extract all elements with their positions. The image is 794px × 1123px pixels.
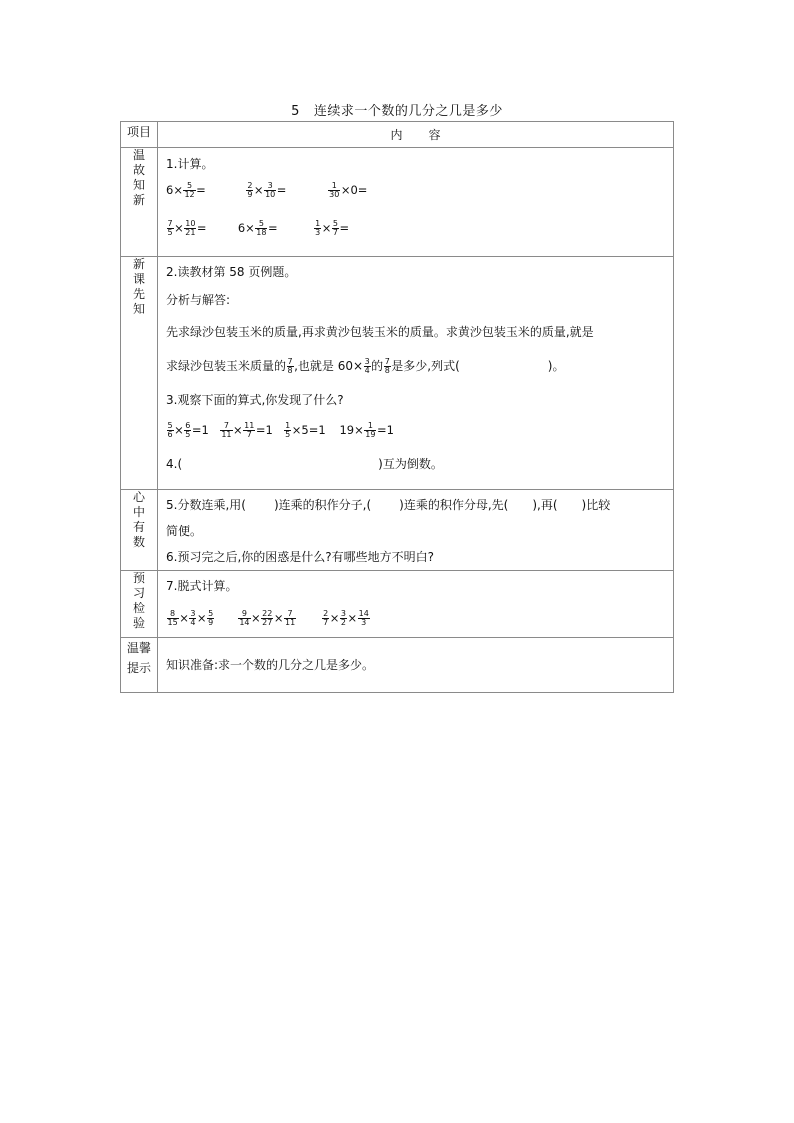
fraction: $\frac{7}{5}$ bbox=[167, 219, 173, 237]
fraction: $\frac{5}{9}$ bbox=[208, 609, 214, 627]
page-title bbox=[0, 100, 794, 119]
analysis-paragraph-1: 先求绿沙包装玉米的质量,再求黄沙包装玉米的质量。求黄沙包装玉米的质量,就是 bbox=[166, 325, 594, 339]
fraction: $\frac{9}{14}$ bbox=[239, 609, 250, 627]
tips-content-cell bbox=[158, 638, 674, 693]
check-row bbox=[121, 571, 674, 638]
expr: $\frac{7}{5}$ × $\frac{10}{21}$ = bbox=[167, 219, 207, 237]
header-item-label: 项目 bbox=[126, 125, 151, 139]
expr: 6× $\frac{5}{18}$ = bbox=[237, 219, 278, 237]
expr: $\frac{1}{3}$ × $\frac{5}{7}$ = bbox=[315, 219, 350, 237]
check-label: 预习检验 bbox=[132, 571, 145, 630]
lesson-number: 5 bbox=[291, 104, 300, 119]
fraction: $\frac{22}{27}$ bbox=[262, 609, 273, 627]
expr: $\frac{7}{11}$ × $\frac{11}{7}$ =1 bbox=[221, 421, 273, 439]
tips-label-line-2: 提示 bbox=[126, 661, 151, 675]
expr: 6× $\frac{5}{12}$ = bbox=[166, 181, 206, 199]
fraction: $\frac{7}{11}$ bbox=[221, 421, 232, 439]
reciprocal-equations bbox=[166, 417, 665, 443]
header-content-label-b: 容 bbox=[428, 128, 441, 142]
fraction: $\frac{7}{11}$ bbox=[284, 609, 296, 627]
mind-row bbox=[121, 490, 674, 571]
fraction: $\frac{5}{7}$ bbox=[332, 219, 338, 237]
question-5-line-2: 简便。 bbox=[166, 524, 203, 538]
fraction: $\frac{3}{2}$ bbox=[340, 609, 346, 627]
lesson-table bbox=[120, 121, 674, 693]
fraction: $\frac{7}{8}$ bbox=[287, 357, 293, 375]
fraction: $\frac{6}{5}$ bbox=[185, 421, 191, 439]
question-7: 7.脱式计算。 bbox=[166, 579, 238, 593]
preview-row bbox=[121, 257, 674, 490]
check-label-cell bbox=[121, 571, 158, 638]
preview-label: 新课先知 bbox=[132, 257, 145, 316]
expr: $\frac{2}{9}$ × $\frac{3}{10}$ = bbox=[247, 181, 287, 199]
check-content-cell bbox=[158, 571, 674, 638]
tips-label-line-1: 温馨 bbox=[126, 641, 151, 655]
mind-label: 心中有数 bbox=[132, 490, 145, 549]
question-1: 1.计算。 bbox=[166, 157, 214, 171]
fraction: $\frac{3}{10}$ bbox=[265, 181, 276, 199]
fraction: $\frac{3}{4}$ bbox=[364, 357, 370, 375]
fraction: $\frac{5}{6}$ bbox=[167, 421, 173, 439]
fraction: $\frac{5}{12}$ bbox=[184, 181, 195, 199]
expr: $\frac{8}{15}$ × $\frac{3}{4}$ × $\frac{5}{9}$ bbox=[167, 609, 214, 627]
preview-content-cell bbox=[158, 257, 674, 490]
fraction: $\frac{7}{8}$ bbox=[384, 357, 390, 375]
mind-label-cell bbox=[121, 490, 158, 571]
review-row2 bbox=[166, 215, 665, 241]
fraction: $\frac{1}{30}$ bbox=[329, 181, 340, 199]
header-item-cell bbox=[121, 122, 158, 148]
expr: $\frac{1}{5}$ ×5=1 bbox=[285, 421, 326, 439]
expr: $\frac{1}{30}$ ×0= bbox=[329, 181, 368, 199]
expr: $\frac{5}{6}$ × $\frac{6}{5}$ =1 bbox=[167, 421, 209, 439]
check-expressions bbox=[166, 605, 665, 631]
question-5: 5.分数连乘,用( )连乘的积作分子,( )连乘的积作分母,先( ),再( )比较 bbox=[166, 498, 611, 512]
header-content-label-a: 内 bbox=[390, 128, 403, 142]
question-6: 6.预习完之后,你的困惑是什么?有哪些地方不明白? bbox=[166, 550, 435, 564]
expr: 19× $\frac{1}{19}$ =1 bbox=[339, 421, 394, 439]
review-label-cell bbox=[121, 148, 158, 257]
analysis-heading: 分析与解答: bbox=[166, 293, 231, 307]
fraction: $\frac{2}{9}$ bbox=[247, 181, 253, 199]
fraction: $\frac{3}{4}$ bbox=[190, 609, 196, 627]
question-4: 4.( )互为倒数。 bbox=[166, 457, 443, 471]
review-label: 温故知新 bbox=[132, 148, 145, 207]
fraction: $\frac{2}{7}$ bbox=[323, 609, 329, 627]
tips-label-cell bbox=[121, 638, 158, 693]
expr: $\frac{2}{7}$ × $\frac{3}{2}$ × $\frac{14}{3}$ bbox=[323, 609, 369, 627]
header-row bbox=[121, 122, 674, 148]
fraction: $\frac{11}{7}$ bbox=[244, 421, 255, 439]
mind-content-cell bbox=[158, 490, 674, 571]
review-content-cell bbox=[158, 148, 674, 257]
fraction: $\frac{10}{21}$ bbox=[185, 219, 196, 237]
question-3: 3.观察下面的算式,你发现了什么? bbox=[166, 393, 344, 407]
expr: $\frac{9}{14}$ × $\frac{22}{27}$ × $\frac{7}{11}$ bbox=[239, 609, 296, 627]
analysis-paragraph-2: 求绿沙包装玉米质量的 $\frac{7}{8}$ ,也就是 60× $\frac{3}{4}$ 的 $\frac{7}{8}$ 是多少,列式( )。 bbox=[166, 357, 565, 375]
fraction: $\frac{1}{19}$ bbox=[365, 421, 376, 439]
fraction: $\frac{5}{18}$ bbox=[256, 219, 267, 237]
tips-text: 知识准备:求一个数的几分之几是多少。 bbox=[166, 658, 375, 672]
review-row bbox=[121, 148, 674, 257]
fraction: $\frac{8}{15}$ bbox=[167, 609, 178, 627]
tips-row bbox=[121, 638, 674, 693]
preview-label-cell bbox=[121, 257, 158, 490]
question-2: 2.读教材第 58 页例题。 bbox=[166, 265, 297, 279]
fraction: $\frac{1}{5}$ bbox=[285, 421, 291, 439]
lesson-title: 连续求一个数的几分之几是多少 bbox=[313, 104, 503, 119]
fraction: $\frac{14}{3}$ bbox=[358, 609, 369, 627]
header-content-cell bbox=[158, 122, 674, 148]
fraction: $\frac{1}{3}$ bbox=[315, 219, 321, 237]
review-row1 bbox=[166, 177, 665, 203]
